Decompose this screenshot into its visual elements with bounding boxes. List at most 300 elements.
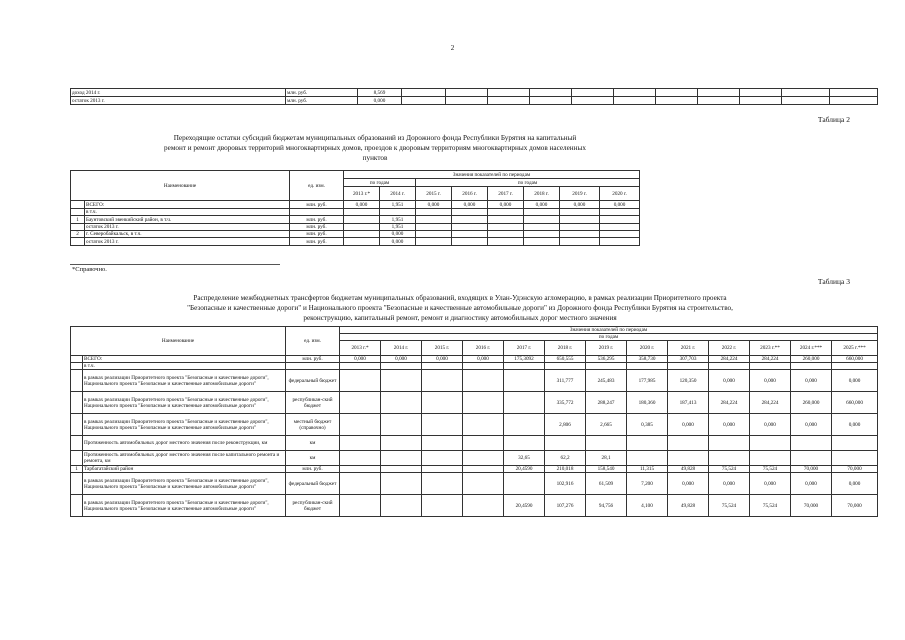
row-value: 0,000: [488, 201, 524, 209]
row-value: 0,000: [340, 356, 381, 363]
row-value: 70,000: [791, 466, 832, 473]
row-value: 536,295: [586, 356, 627, 363]
row-value: 335,772: [545, 392, 586, 414]
row-value: [381, 370, 422, 392]
row-value: [380, 209, 416, 216]
table-row: [71, 97, 878, 105]
year-header: 2016 г.: [463, 341, 504, 356]
row-value: 0,000: [524, 201, 560, 209]
row-number: 2: [71, 231, 85, 238]
row-value: [709, 363, 750, 370]
row-value: 0,000: [422, 356, 463, 363]
row-value: 0,000: [560, 201, 600, 209]
row-value: 0,385: [627, 414, 668, 436]
row-number: [71, 224, 85, 231]
row-value: [504, 370, 545, 392]
row-name: в рамках реализации Приоритетного проекта "Безопасные и качественные дороги", Национального проекта "Безопасные и качественные автомобильные дороги": [83, 370, 286, 392]
row-value: 0,000: [416, 201, 452, 209]
row-value: 660,000: [832, 356, 878, 363]
table-row: [71, 451, 878, 466]
header-values: Значения показателей по периодам: [344, 171, 640, 179]
caption-line: Переходящие остатки субсидий бюджетам муниципальных образований из Дорожного фонда Республики Бурятия на капитальный: [173, 134, 577, 142]
year-header: 2018 г.: [545, 341, 586, 356]
row-number: [71, 201, 85, 209]
row-value: [422, 436, 463, 451]
row-value: 0,000: [381, 356, 422, 363]
row-value: 180,360: [627, 392, 668, 414]
empty-cell: [402, 97, 446, 105]
row-value: 75,524: [750, 466, 791, 473]
row-value: 0,000: [358, 97, 402, 105]
row-value: [344, 231, 380, 238]
row-value: 0,000: [832, 414, 878, 436]
row-value: [709, 451, 750, 466]
row-value: [791, 451, 832, 466]
row-value: [488, 231, 524, 238]
row-value: 260,000: [791, 392, 832, 414]
table-2: [70, 170, 640, 246]
row-value: 70,000: [832, 466, 878, 473]
row-value: 0,000: [380, 231, 416, 238]
row-value: [504, 363, 545, 370]
row-value: [422, 451, 463, 466]
row-number: 1: [71, 466, 83, 473]
row-value: 28,1: [586, 451, 627, 466]
table-row: [71, 392, 878, 414]
row-value: 284,224: [709, 356, 750, 363]
year-header: 2020 г.: [627, 341, 668, 356]
top-table: [70, 88, 878, 105]
table-row: [71, 209, 640, 216]
row-value: [344, 238, 380, 246]
table-row: [71, 216, 640, 224]
table-row: [71, 495, 878, 517]
row-value: [422, 370, 463, 392]
row-value: [524, 209, 560, 216]
row-value: [709, 436, 750, 451]
row-name: остаток 2013 г.: [71, 97, 286, 105]
row-value: [340, 495, 381, 517]
row-value: [463, 414, 504, 436]
row-unit: федеральный бюджет: [286, 473, 340, 495]
row-value: 284,224: [750, 392, 791, 414]
row-value: [504, 414, 545, 436]
row-value: 8,569: [358, 89, 402, 97]
row-value: [381, 495, 422, 517]
row-value: [463, 436, 504, 451]
row-number: [71, 414, 83, 436]
empty-cell: [402, 89, 446, 97]
row-name: в т.ч.: [83, 363, 286, 370]
row-value: [750, 363, 791, 370]
row-value: 210,018: [545, 466, 586, 473]
row-value: 0,000: [344, 201, 380, 209]
row-value: [463, 466, 504, 473]
row-name: доход 2014 г.: [71, 89, 286, 97]
row-value: 0,000: [750, 473, 791, 495]
table-row: [71, 356, 878, 363]
row-value: [340, 436, 381, 451]
row-value: 2,806: [545, 414, 586, 436]
empty-cell: [488, 97, 530, 105]
table-row: [71, 238, 640, 246]
row-number: [71, 209, 85, 216]
row-value: [560, 238, 600, 246]
empty-cell: [614, 97, 656, 105]
row-value: [381, 414, 422, 436]
row-value: 284,224: [709, 392, 750, 414]
row-name: в рамках реализации Приоритетного проекта "Безопасные и качественные дороги", Национального проекта "Безопасные и качественные автомобильные дороги": [83, 414, 286, 436]
year-header: 2015 г.: [416, 187, 452, 201]
row-value: 70,000: [832, 495, 878, 517]
row-value: 0,000: [832, 473, 878, 495]
row-value: [452, 238, 488, 246]
row-name: в рамках реализации Приоритетного проекта "Безопасные и качественные дороги", Национального проекта "Безопасные и качественные автомобильные дороги": [83, 473, 286, 495]
row-value: [416, 238, 452, 246]
row-value: [488, 224, 524, 231]
year-header: 2023 г.**: [750, 341, 791, 356]
empty-cell: [740, 89, 782, 97]
year-header: 2022 г.: [709, 341, 750, 356]
caption-line: ремонт и ремонт дворовых территорий многоквартирных домов, проездов к дворовым территориям многоквартирных домов населенных: [164, 144, 586, 152]
row-value: [422, 414, 463, 436]
table-row: [71, 473, 878, 495]
row-value: 0,000: [668, 473, 709, 495]
row-value: [416, 216, 452, 224]
row-value: 11,315: [627, 466, 668, 473]
empty-cell: [446, 89, 488, 97]
row-unit: республикан-ский бюджет: [286, 495, 340, 517]
row-value: [340, 414, 381, 436]
row-value: [452, 209, 488, 216]
footnote-rule: [70, 264, 280, 265]
row-value: [560, 209, 600, 216]
row-value: [422, 495, 463, 517]
row-value: [416, 209, 452, 216]
row-name: ВСЕГО:: [83, 356, 286, 363]
row-value: [545, 363, 586, 370]
row-value: [422, 363, 463, 370]
row-unit: федеральный бюджет: [286, 370, 340, 392]
row-value: [463, 495, 504, 517]
row-value: [463, 363, 504, 370]
row-value: 20,4590: [504, 495, 545, 517]
caption-line: Распределение межбюджетных трансфертов бюджетам муниципальных образований, входящих в Улан-Удэнскую агломерацию, в рамках реализации Приоритетного проекта: [193, 294, 727, 302]
row-value: 307,703: [668, 356, 709, 363]
empty-cell: [572, 89, 614, 97]
row-value: 62,2: [545, 451, 586, 466]
row-unit: км: [286, 451, 340, 466]
row-value: [524, 238, 560, 246]
year-header: 2014 г.: [380, 187, 416, 201]
row-value: 49,828: [668, 466, 709, 473]
empty-cell: [698, 97, 740, 105]
row-value: [832, 436, 878, 451]
row-value: 0,000: [832, 370, 878, 392]
header-unit: ед. изм.: [290, 171, 344, 201]
row-value: [750, 436, 791, 451]
row-unit: млн. руб.: [290, 216, 344, 224]
row-value: 94,756: [586, 495, 627, 517]
table-row: [71, 466, 878, 473]
row-value: [344, 209, 380, 216]
table-2-caption: [70, 133, 680, 163]
row-value: [463, 473, 504, 495]
row-value: [504, 392, 545, 414]
empty-cell: [656, 89, 698, 97]
row-value: 311,777: [545, 370, 586, 392]
row-value: 288,247: [586, 392, 627, 414]
row-unit: млн. руб.: [286, 97, 358, 105]
row-value: 0,000: [668, 414, 709, 436]
row-name: в т.ч.: [85, 209, 290, 216]
row-value: [340, 451, 381, 466]
year-header: 2016 г.: [452, 187, 488, 201]
row-number: [71, 436, 83, 451]
row-value: 2,665: [586, 414, 627, 436]
year-header: 2019 г.: [560, 187, 600, 201]
empty-cell: [530, 97, 572, 105]
year-header: 2013 г.*: [340, 341, 381, 356]
row-value: [545, 436, 586, 451]
caption-line: "Безопасные и качественные дороги" и Национального проекта "Безопасные и качественные автомобильные дороги" из Дорожного фонда Республики Бурятия на строительство,: [187, 304, 733, 312]
row-value: [452, 224, 488, 231]
row-unit: [290, 209, 344, 216]
row-value: 0,000: [750, 370, 791, 392]
row-value: [586, 436, 627, 451]
row-number: 1: [71, 216, 85, 224]
year-header: 2017 г.: [488, 187, 524, 201]
row-value: [463, 392, 504, 414]
row-unit: млн. руб.: [290, 238, 344, 246]
empty-cell: [530, 89, 572, 97]
row-name: в рамках реализации Приоритетного проекта "Безопасные и качественные дороги", Национального проекта "Безопасные и качественные автомобильные дороги": [83, 392, 286, 414]
row-value: [344, 224, 380, 231]
row-value: [340, 370, 381, 392]
row-value: [381, 363, 422, 370]
row-value: [340, 363, 381, 370]
row-value: 284,224: [750, 356, 791, 363]
row-value: [381, 392, 422, 414]
row-name: Тарбагатайский район: [83, 466, 286, 473]
row-unit: млн. руб.: [290, 201, 344, 209]
row-value: [381, 466, 422, 473]
row-value: 0,000: [709, 414, 750, 436]
row-value: 1,951: [380, 201, 416, 209]
row-number: [71, 495, 83, 517]
row-value: [344, 216, 380, 224]
row-unit: млн. руб.: [286, 89, 358, 97]
row-value: 660,000: [832, 392, 878, 414]
row-value: [600, 216, 640, 224]
row-value: [668, 436, 709, 451]
row-value: 0,000: [709, 370, 750, 392]
row-value: 650,555: [545, 356, 586, 363]
row-value: 32,65: [504, 451, 545, 466]
row-value: [381, 473, 422, 495]
row-number: [71, 451, 83, 466]
row-name: остаток 2013 г.: [85, 224, 290, 231]
row-value: [600, 224, 640, 231]
row-value: [668, 451, 709, 466]
header-by-year: по годам: [344, 179, 416, 187]
row-value: [452, 231, 488, 238]
empty-cell: [782, 89, 830, 97]
row-value: 1,951: [380, 216, 416, 224]
year-header: 2021 г.: [668, 341, 709, 356]
row-value: 70,000: [791, 495, 832, 517]
row-value: [422, 392, 463, 414]
empty-cell: [614, 89, 656, 97]
row-value: 0,000: [791, 414, 832, 436]
row-value: 75,524: [709, 466, 750, 473]
row-value: 1,951: [380, 224, 416, 231]
row-value: [560, 224, 600, 231]
row-unit: млн. руб.: [286, 466, 340, 473]
row-value: [524, 231, 560, 238]
row-value: [416, 231, 452, 238]
row-value: [791, 436, 832, 451]
row-value: [560, 231, 600, 238]
row-value: [381, 451, 422, 466]
row-value: [524, 224, 560, 231]
empty-cell: [656, 97, 698, 105]
row-number: [71, 392, 83, 414]
row-value: 0,000: [750, 414, 791, 436]
row-value: 107,276: [545, 495, 586, 517]
table-row: [71, 224, 640, 231]
row-value: [381, 436, 422, 451]
row-name: Протяженность автомобильных дорог местного значения после реконструкции, км: [83, 436, 286, 451]
table-row: [71, 370, 878, 392]
row-value: 75,524: [750, 495, 791, 517]
row-name: Баунтовский эвенкийский район, в т.ч.: [85, 216, 290, 224]
row-value: [340, 392, 381, 414]
row-value: 75,524: [709, 495, 750, 517]
row-value: 102,916: [545, 473, 586, 495]
row-value: [832, 451, 878, 466]
year-header: 2013 г.*: [344, 187, 380, 201]
row-value: 49,828: [668, 495, 709, 517]
table-row: [71, 414, 878, 436]
row-unit: млн. руб.: [290, 231, 344, 238]
row-number: [71, 238, 85, 246]
table-row: [71, 436, 878, 451]
year-header: 2020 г.: [600, 187, 640, 201]
row-value: 0,000: [463, 356, 504, 363]
row-value: [488, 216, 524, 224]
row-value: [600, 231, 640, 238]
row-value: 0,000: [791, 473, 832, 495]
row-value: 187,413: [668, 392, 709, 414]
row-value: 0,000: [791, 370, 832, 392]
row-value: 0,000: [380, 238, 416, 246]
table-3-label: Таблица 3: [817, 277, 850, 286]
row-number: [71, 370, 83, 392]
row-unit: [286, 363, 340, 370]
row-number: [71, 473, 83, 495]
table-3-caption: [60, 293, 860, 323]
row-value: [560, 216, 600, 224]
row-name: остаток 2013 г.: [85, 238, 290, 246]
row-value: 358,730: [627, 356, 668, 363]
row-unit: республикан-ский бюджет: [286, 392, 340, 414]
row-value: [627, 436, 668, 451]
footnote: *Справочно.: [72, 266, 107, 273]
row-value: 245,483: [586, 370, 627, 392]
year-header: 2015 г.: [422, 341, 463, 356]
table-row: [71, 201, 640, 209]
row-value: [504, 473, 545, 495]
empty-cell: [488, 89, 530, 97]
row-number: [71, 363, 83, 370]
row-name: г. Северобайкальск, в т.ч.: [85, 231, 290, 238]
empty-cell: [830, 97, 878, 105]
header-by-year: по годам: [340, 334, 878, 341]
year-header: 2019 г.: [586, 341, 627, 356]
table-row: [71, 231, 640, 238]
row-value: 0,000: [452, 201, 488, 209]
row-value: 120,350: [668, 370, 709, 392]
row-value: [750, 451, 791, 466]
header-unit: ед. изм.: [286, 327, 340, 356]
row-value: 177,985: [627, 370, 668, 392]
row-value: 20,4590: [504, 466, 545, 473]
row-value: 175,3092: [504, 356, 545, 363]
empty-cell: [830, 89, 878, 97]
row-name: ВСЕГО:: [85, 201, 290, 209]
row-unit: км: [286, 436, 340, 451]
year-header: 2017 г.: [504, 341, 545, 356]
row-value: [600, 209, 640, 216]
row-value: 0,000: [600, 201, 640, 209]
row-value: [463, 451, 504, 466]
row-value: 260,000: [791, 356, 832, 363]
empty-cell: [572, 97, 614, 105]
row-value: [524, 216, 560, 224]
empty-cell: [782, 97, 830, 105]
header-values: Значения показателей по периодам: [340, 327, 878, 334]
row-unit: млн. руб.: [286, 356, 340, 363]
row-value: 158,540: [586, 466, 627, 473]
year-header: 2024 г.***: [791, 341, 832, 356]
row-value: [504, 436, 545, 451]
row-number: [71, 356, 83, 363]
row-value: [340, 473, 381, 495]
row-value: [422, 473, 463, 495]
row-value: [416, 224, 452, 231]
caption-line: реконструкцию, капитальный ремонт, ремонт и диагностику автомобильных дорог местного значения: [303, 314, 617, 322]
header-name: Наименование: [71, 327, 286, 356]
table-2-label: Таблица 2: [817, 115, 850, 124]
row-value: [340, 466, 381, 473]
row-value: [586, 363, 627, 370]
row-value: 0,000: [709, 473, 750, 495]
year-header: 2025 г.***: [832, 341, 878, 356]
row-value: [463, 370, 504, 392]
row-name: в рамках реализации Приоритетного проекта "Безопасные и качественные дороги", Национального проекта "Безопасные и качественные автомобильные дороги": [83, 495, 286, 517]
header-by-year: по годам: [416, 179, 640, 187]
row-unit: местный бюджет (справочно): [286, 414, 340, 436]
row-value: 4,100: [627, 495, 668, 517]
page-number: 2: [450, 44, 455, 52]
row-value: [627, 451, 668, 466]
row-value: [422, 466, 463, 473]
row-value: [600, 238, 640, 246]
row-name: Протяженность автомобильных дорог местного значения после капитального ремонта и ремонта, км: [83, 451, 286, 466]
row-value: [452, 216, 488, 224]
row-unit: млн. руб.: [290, 224, 344, 231]
